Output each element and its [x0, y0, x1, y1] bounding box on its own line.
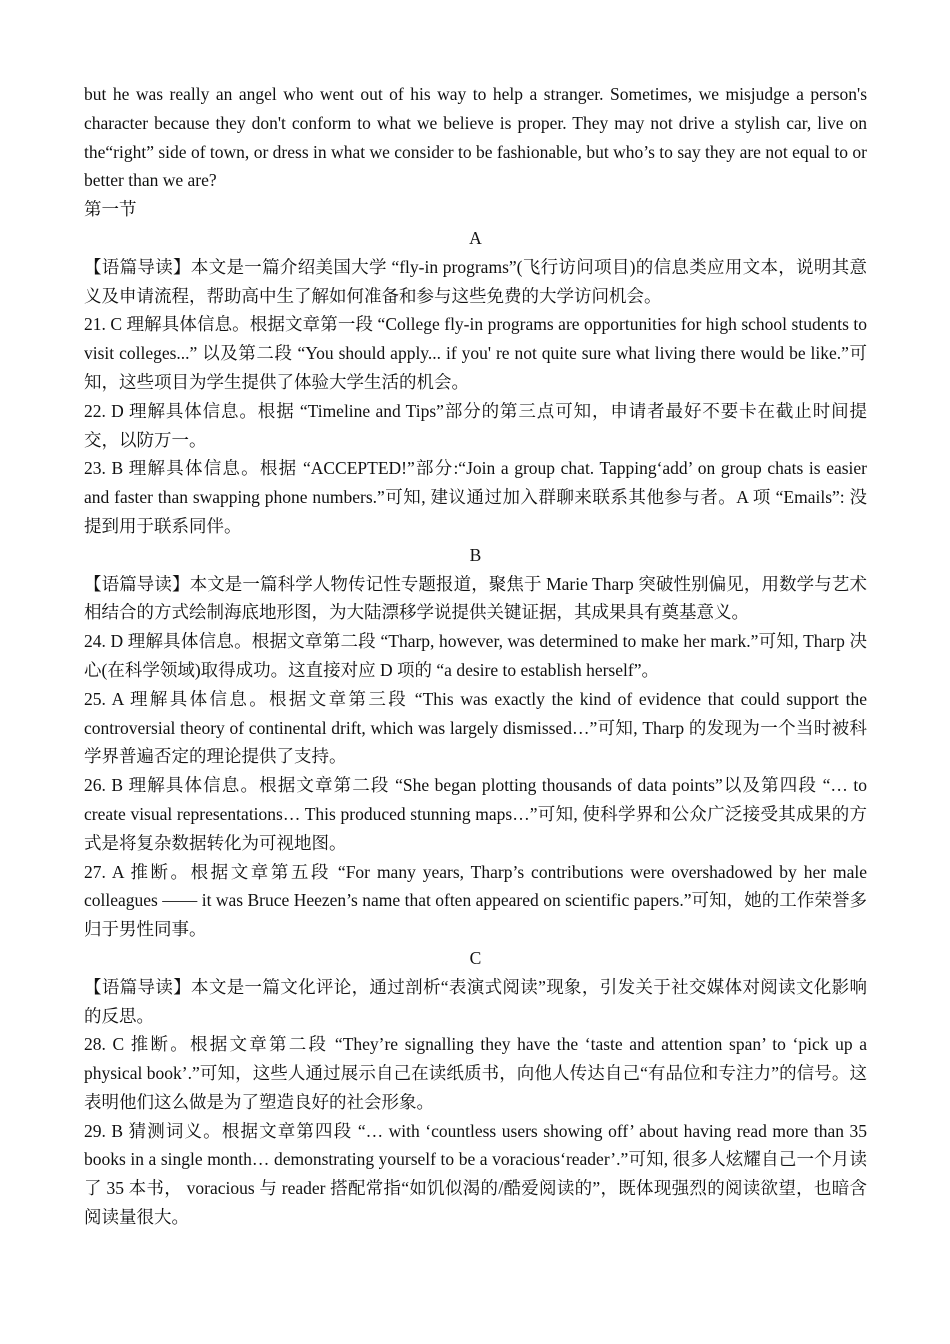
- document-page: [84, 80, 867, 1232]
- answer-29: 29. B 猜测词义。根据文章第四段 “… with ‘countless users showing off’ about having read more than 35 books in a single month… demonstrating yourself to be a voracious‘reader’.”可知, 很多人炫耀自己一个月读了 35 本书， voracious 与 reader 搭配常指“如饥似渴的/酷爱阅读的”，既体现强烈的阅读欲望，也暗含阅读量很大。: [84, 1120, 867, 1228]
- answer-28: 28. C 推断。根据文章第二段 “They’re signalling they have the ‘taste and attention span’ to ‘pick up a physical book’.”可知，这些人通过展示自己在读纸质书，向他人传达自己“有品位和专注力”的信号。这表明他们这么做是为了塑造良好的社会形象。: [84, 1034, 867, 1112]
- intro-paragraph: but he was really an angel who went out of his way to help a stranger. Sometimes, we misjudge a person's character because they don't conform to what we believe is proper. They may not drive a stylish car, live on the“right” side of town, or dress in what we consider to be fashionable, but who’s to say they are not equal to or better than we are?: [84, 84, 867, 191]
- answer-25: 25. A 理解具体信息。根据文章第三段 “This was exactly the kind of evidence that could support the controversial theory of continental drift, which was largely dismissed…”可知, Tharp 的发现为一个当时被科学界普遍否定的理论提供了支持。: [84, 688, 867, 767]
- section-title: 第一节: [84, 199, 137, 220]
- answer-22: 22. D 理解具体信息。根据 “Timeline and Tips”部分的第三点可知，申请者最好不要卡在截止时间提交，以防万一。: [84, 400, 867, 450]
- answer-23: 23. B 理解具体信息。根据 “ACCEPTED!”部分:“Join a group chat. Tapping‘add’ on group chats is easier and faster than swapping phone numbers.”可知, 建议通过加入群聊来联系其他参与者。A 项 “Emails”: 没提到用于联系同伴。: [84, 458, 867, 536]
- passage-label-c: C: [469, 947, 482, 968]
- answer-24: 24. D 理解具体信息。根据文章第二段 “Tharp, however, was determined to make her mark.”可知, Tharp 决心(在科学领域)取得成功。这直接对应 D 项的 “a desire to establish herself”。: [84, 631, 867, 680]
- answer-27: 27. A 推断。根据文章第五段 “For many years, Tharp’s contributions were overshadowed by her male colleagues —— it was Bruce Heezen’s name that often appeared on scientific papers.”可知，她的工作荣誉多归于男性同事。: [84, 861, 867, 940]
- passage-label-b: B: [469, 544, 482, 565]
- answer-26: 26. B 理解具体信息。根据文章第二段 “She began plotting thousands of data points”以及第四段 “… to create visual representations… This produced stunning maps…”可知, 使科学界和公众广泛接受其成果的方式是将复杂数据转化为可视地图。: [84, 775, 867, 853]
- passage-guide-c: 【语篇导读】本文是一篇文化评论，通过剖析“表演式阅读”现象，引发关于社交媒体对阅读文化影响的反思。: [84, 976, 867, 1026]
- answer-21: 21. C 理解具体信息。根据文章第一段 “College fly-in programs are opportunities for high school students to visit colleges...” 以及第二段 “You should apply... if you' re not quite sure what living there would be like.”可知，这些项目为学生提供了体验大学生活的机会。: [84, 314, 867, 392]
- passage-guide-b: 【语篇导读】本文是一篇科学人物传记性专题报道，聚焦于 Marie Tharp 突破性别偏见，用数学与艺术相结合的方式绘制海底地形图，为大陆漂移学说提供关键证据，其成果具有奠基意义。: [84, 573, 867, 623]
- passage-label-a: A: [469, 227, 482, 248]
- passage-guide-a: 【语篇导读】本文是一篇介绍美国大学 “fly-in programs”(飞行访问项目)的信息类应用文本，说明其意义及申请流程，帮助高中生了解如何准备和参与这些免费的大学访问机会。: [84, 256, 867, 306]
